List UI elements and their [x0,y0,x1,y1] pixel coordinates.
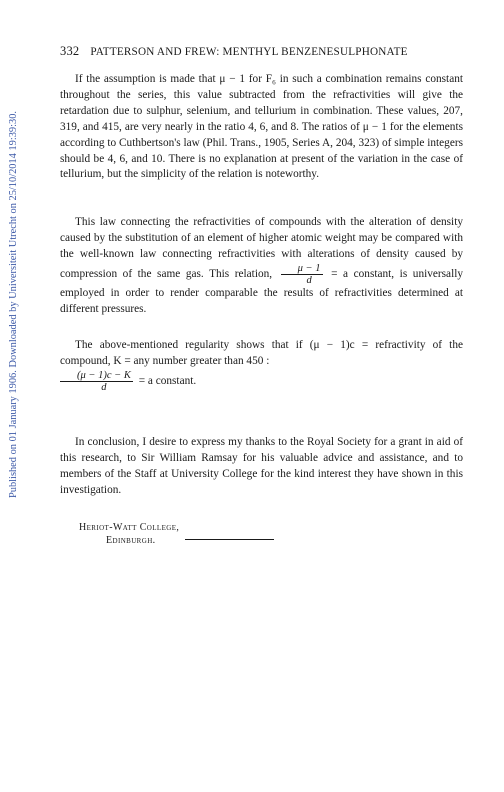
paragraph-acknowledgements: In conclusion, I desire to express my thanks to the Royal Society for a grant in aid of this research, to Sir William Ramsay for his valuable advice and assistance, and to members of the Staff at University College for the kind interest they have shown in this investigation. [60,436,463,496]
paragraph-retardation: If the assumption is made that μ − 1 for F₆ in such a combination remains constant throughout the series, this value subtracted from the refractivities will give the retardation due to sulphur, selenium, and tellurium in combination. These values, 207, 319, and 415, are very nearly in the ratio 4, 6, and 8. The ratios of μ − 1 for the elements according to Cuthbertson's law (Phil. Trans., 1905, Series A, 204, 323) of simple integers should be 4, 6, and 10. There is no explanation at present of the variation in the case of tellurium, but the simplicity of the relation is noteworthy. [60,73,463,181]
paragraph-regularity [60,338,463,393]
density-law-text-after: = a constant, is universally employed in order to render comparable the results of refractivities determined at different pressures. [60,267,463,315]
compound-fraction-denominator: d [60,381,133,393]
affiliation-institution: Heriot-Watt College, [79,522,180,533]
running-title: PATTERSON AND FREW: MENTHYL BENZENESULPHONATE [90,46,408,58]
affiliation-city: Edinburgh. [106,535,156,546]
refractivity-density-fraction [281,263,323,286]
fraction-denominator: d [281,274,323,286]
running-header [60,44,464,59]
fraction-numerator: μ − 1 [297,262,321,274]
compound-refractivity-fraction [60,370,133,393]
end-rule-divider [185,539,274,540]
regularity-constant-text: = a constant. [138,374,197,387]
page-number: 332 [60,44,80,58]
compound-fraction-numerator: (μ − 1)c − K [77,369,131,381]
density-law-text-before: This law connecting the refractivities of compounds with the alteration of density caused by the substitution of an element of higher atomic weight may be compared with the well-known law connecting refractivities with alterations of density caused by compression of the same gas. This relation, [60,216,463,280]
regularity-text: The above-mentioned regularity shows that if (μ − 1)c = refractivity of the compound, K = any number greater than 450 : [60,339,463,367]
paragraph-density-law [60,215,463,318]
publication-sidebar-note: Published on 01 January 1906. Downloaded by Universiteit Utrecht on 25/10/2014 19:39:30. [8,110,19,498]
